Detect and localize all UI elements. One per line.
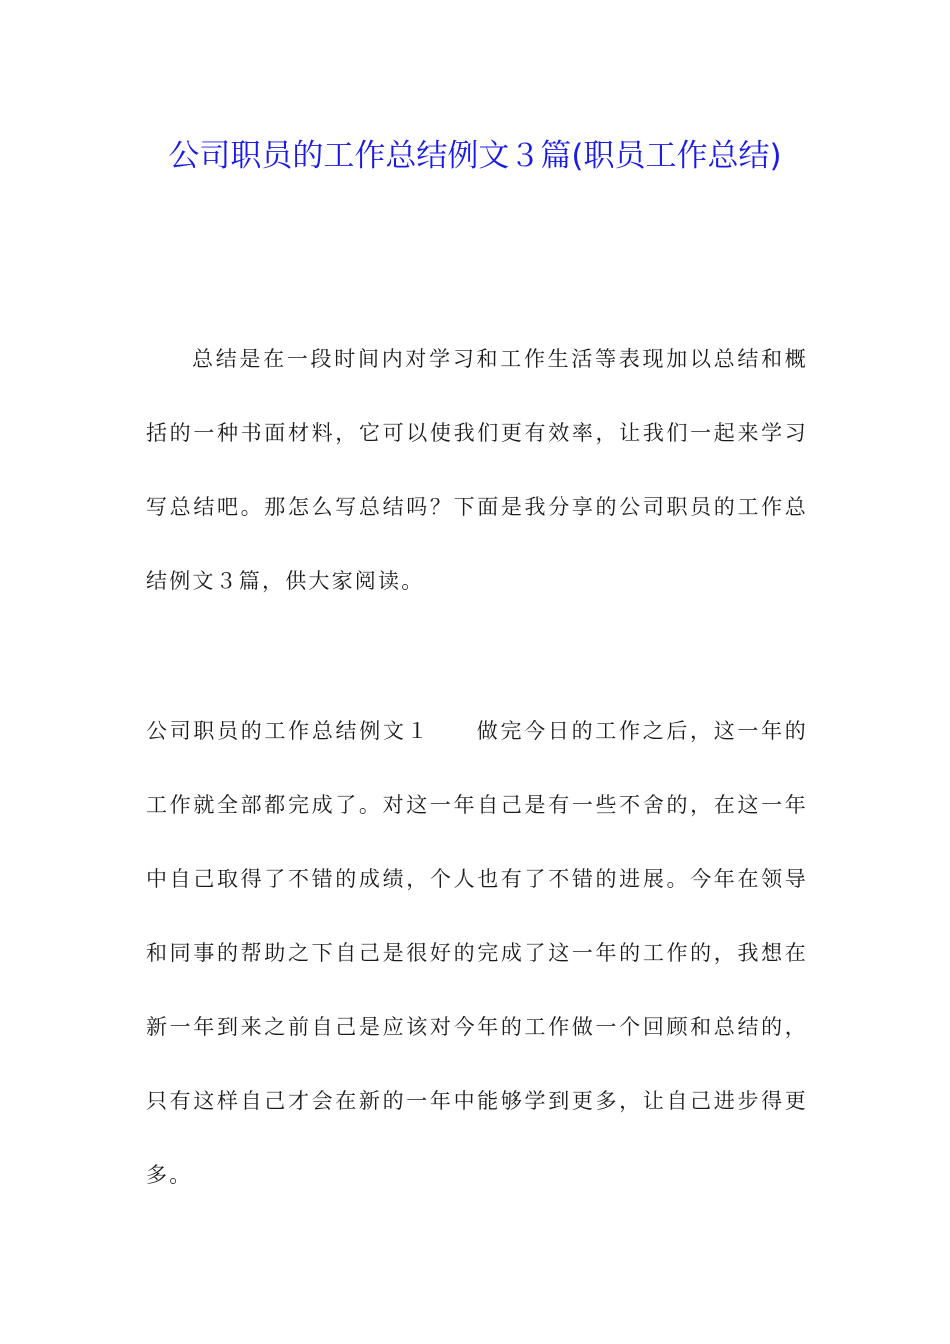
sample-paragraph [146, 694, 808, 1212]
sample-text: 做完今日的工作之后，这一年的工作就全部都完成了。对这一年自己是有一些不舍的，在这一年中自己取得了不错的成绩，个人也有了不错的进展。今年在领导和同事的帮助之下自己是很好的完成了这一年的工作的，我想在新一年到来之前自己是应该对今年的工作做一个回顾和总结的，只有这样自己才会在新的一年中能够学到更多，让自己进步得更多。 [146, 719, 808, 1187]
sample-heading: 公司职员的工作总结例文１ [146, 719, 431, 743]
document-title: 公司职员的工作总结例文３篇(职员工作总结) [168, 138, 782, 174]
intro-paragraph: 总结是在一段时间内对学习和工作生活等表现加以总结和概括的一种书面材料，它可以使我们更有效率，让我们一起来学习写总结吧。那怎么写总结吗？下面是我分享的公司职员的工作总结例文３篇，供大家阅读。 [146, 347, 808, 593]
